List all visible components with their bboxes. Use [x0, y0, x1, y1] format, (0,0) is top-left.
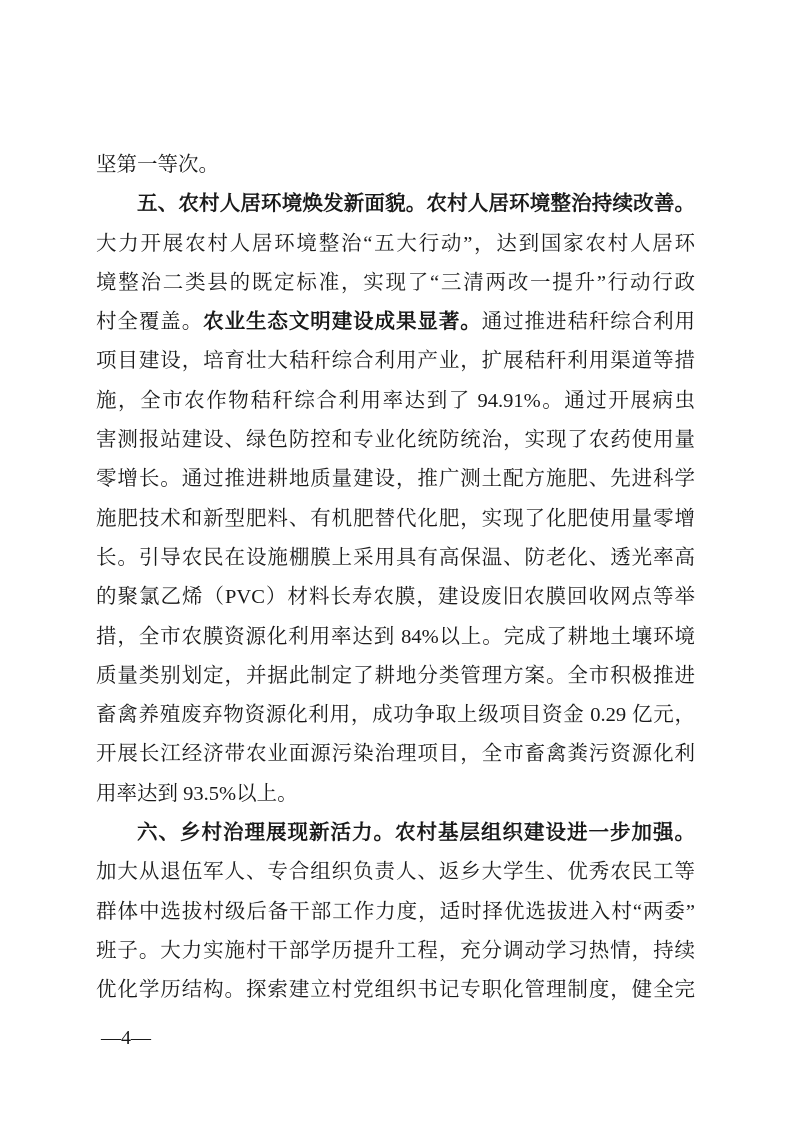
- text-block: [96, 146, 695, 1011]
- text-segment: 质量类别划定，并据此制定了耕地分类管理方案。全市积极推进: [96, 664, 695, 687]
- text-line: [96, 893, 695, 932]
- text-line: [96, 775, 695, 814]
- text-segment: 境整治二类县的既定标准，实现了“三清两改一提升”行动行政: [96, 271, 695, 294]
- bold-text-segment: 五、农村人居环境焕发新面貌。农村人居环境整治持续改善。: [137, 193, 695, 216]
- text-line: [96, 342, 695, 381]
- text-segment: 项目建设，培育壮大秸秆综合利用产业，扩展秸秆利用渠道等措: [96, 350, 695, 373]
- text-segment: 施肥技术和新型肥料、有机肥替代化肥，实现了化肥使用量零增: [96, 507, 695, 530]
- text-line: [96, 264, 695, 303]
- text-line: [96, 932, 695, 971]
- text-segment: 大力开展农村人居环境整治“五大行动”，达到国家农村人居环: [96, 232, 695, 255]
- text-line: [96, 500, 695, 539]
- text-segment: 害测报站建设、绿色防控和专业化统防统治，实现了农药使用量: [96, 429, 695, 452]
- text-line: [96, 814, 695, 853]
- text-segment: 优化学历结构。探索建立村党组织书记专职化管理制度，健全完: [96, 979, 695, 1002]
- text-segment: 村全覆盖。: [96, 311, 204, 334]
- text-line: [96, 853, 695, 892]
- text-line: [96, 618, 695, 657]
- text-segment: 坚第一等次。: [96, 154, 219, 176]
- text-line: [96, 735, 695, 774]
- text-segment: 开展长江经济带农业面源污染治理项目，全市畜禽粪污资源化利: [96, 743, 695, 766]
- text-segment: 班子。大力实施村干部学历提升工程，充分调动学习热情，持续: [96, 939, 695, 962]
- text-segment: 畜禽养殖废弃物资源化利用，成功争取上级项目资金 0.29 亿元，: [96, 704, 695, 727]
- text-line: [96, 971, 695, 1010]
- page-number: —4—: [101, 1027, 151, 1049]
- text-line: [96, 539, 695, 578]
- text-line: [96, 421, 695, 460]
- text-line: [96, 460, 695, 499]
- text-line: [96, 185, 695, 224]
- text-segment: 群体中选拔村级后备干部工作力度，适时择优选拔进入村“两委”: [96, 900, 695, 923]
- text-segment: 长。引导农民在设施棚膜上采用具有高保温、防老化、透光率高: [96, 546, 695, 569]
- text-line: [96, 696, 695, 735]
- text-line: [96, 578, 695, 617]
- text-line: [96, 382, 695, 421]
- bold-text-segment: 六、乡村治理展现新活力。农村基层组织建设进一步加强。: [137, 822, 695, 845]
- text-segment: 的聚氯乙烯（PVC）材料长寿农膜，建设废旧农膜回收网点等举: [96, 586, 695, 609]
- text-segment: 加大从退伍军人、专合组织负责人、返乡大学生、优秀农民工等: [96, 861, 695, 884]
- text-line: [96, 657, 695, 696]
- text-segment: 措，全市农膜资源化利用率达到 84%以上。完成了耕地土壤环境: [96, 625, 695, 648]
- bold-text-segment: 农业生态文明建设成果显著。: [203, 311, 482, 334]
- text-line: [96, 146, 695, 185]
- text-segment: 施，全市农作物秸秆综合利用率达到了 94.91%。通过开展病虫: [96, 389, 695, 412]
- text-segment: 零增长。通过推进耕地质量建设，推广测土配方施肥、先进科学: [96, 468, 695, 491]
- text-segment: 通过推进秸秆综合利用: [481, 311, 696, 334]
- text-line: [96, 225, 695, 264]
- text-line: [96, 303, 695, 342]
- text-segment: 用率达到 93.5%以上。: [96, 782, 298, 805]
